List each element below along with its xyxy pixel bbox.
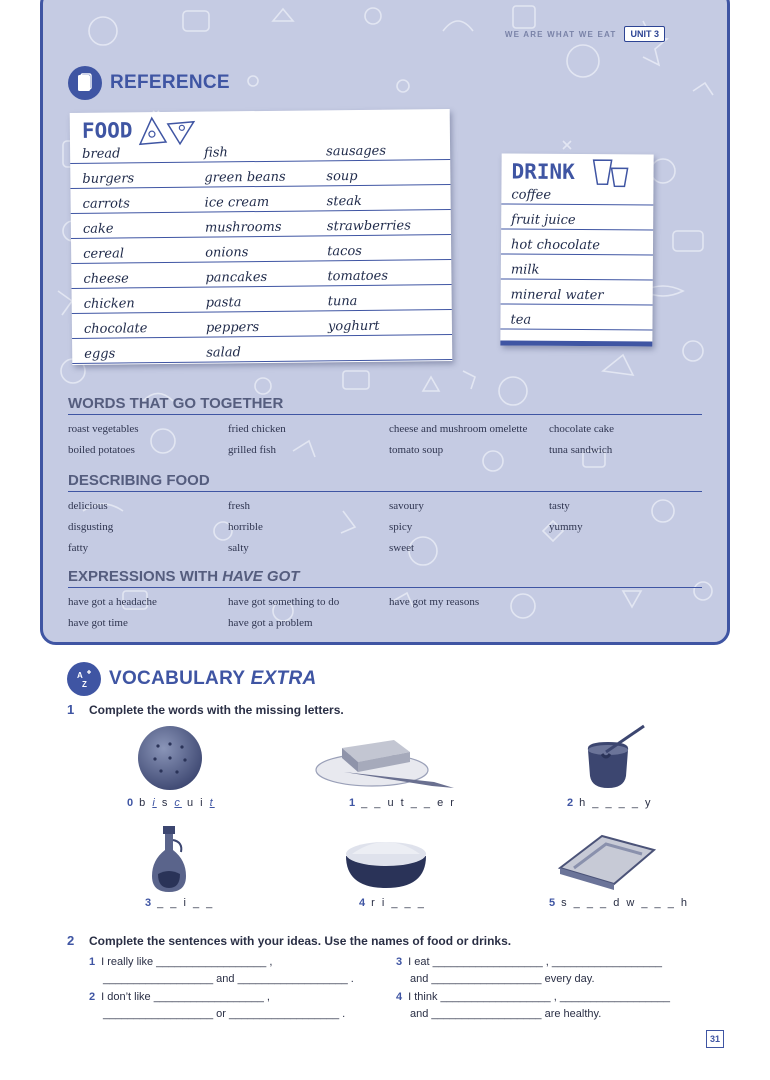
- food-word: tuna: [327, 293, 358, 310]
- sentence-4[interactable]: 4 I think __________________ , __________________: [396, 991, 670, 1003]
- collocation: fried chicken: [228, 423, 286, 435]
- collocation: boiled potatoes: [68, 444, 135, 456]
- running-title: WE ARE WHAT WE EAT: [504, 29, 617, 39]
- adjective: delicious: [68, 500, 108, 512]
- food-word: burgers: [82, 171, 135, 187]
- honey-image: [568, 722, 648, 794]
- food-word: yoghurt: [327, 318, 380, 335]
- unit-badge: UNIT 3: [624, 26, 665, 42]
- biscuit-image: [133, 724, 207, 792]
- food-card: [70, 109, 453, 365]
- exercise-1-number: 1: [67, 702, 75, 717]
- exercise-2-number: 2: [67, 933, 75, 948]
- drink-card-title: DRINK: [511, 159, 575, 184]
- food-word: pancakes: [205, 269, 268, 286]
- food-word: bread: [82, 146, 121, 162]
- sentence-2[interactable]: 2 I don’t like __________________ ,: [89, 991, 270, 1003]
- answer-2[interactable]: 2 h _ _ _ _ y: [567, 797, 653, 809]
- drink-card: [500, 153, 653, 346]
- collocation: grilled fish: [228, 444, 276, 456]
- drink-word: mineral water: [510, 287, 604, 304]
- expression: have got my reasons: [389, 596, 480, 608]
- drink-word: milk: [510, 262, 540, 278]
- food-word: cake: [82, 221, 114, 237]
- oil-bottle-image: [148, 824, 190, 894]
- food-word: sausages: [326, 143, 387, 160]
- svg-text:A: A: [77, 671, 83, 680]
- glasses-icon: [589, 156, 631, 188]
- adjective: fatty: [68, 542, 89, 554]
- food-word: chicken: [83, 296, 135, 312]
- reference-title: REFERENCE: [110, 72, 230, 93]
- food-word: strawberries: [326, 218, 411, 235]
- describing-food-section: [68, 472, 702, 558]
- food-word: eggs: [84, 346, 116, 362]
- sentence-3[interactable]: 3 I eat __________________ , __________________: [396, 956, 662, 968]
- sentence-4-line-2[interactable]: and __________________ are healthy.: [410, 1008, 602, 1020]
- sentence-1-line-2[interactable]: __________________ and __________________ .: [103, 973, 354, 985]
- exercise-2-instruction: Complete the sentences with your ideas. Use the names of food or drinks.: [89, 934, 512, 948]
- expression: have got something to do: [228, 596, 340, 608]
- unit-header: [505, 26, 665, 42]
- food-word: tacos: [327, 243, 363, 260]
- svg-text:Z: Z: [82, 680, 87, 689]
- expression: have got a headache: [68, 596, 157, 608]
- food-word: cereal: [83, 246, 125, 262]
- adjective: sweet: [389, 542, 415, 554]
- food-word: peppers: [205, 320, 260, 336]
- rice-image: [342, 836, 430, 890]
- collocation: tomato soup: [389, 444, 444, 456]
- reference-heading: [68, 66, 230, 100]
- answer-1[interactable]: 1 _ _ u t _ _ e r: [349, 797, 456, 809]
- answer-0: 0 b i s c u i t: [127, 797, 215, 809]
- adjective: horrible: [228, 521, 263, 533]
- drink-word: tea: [510, 312, 532, 328]
- food-word: chocolate: [83, 321, 148, 337]
- expression: have got time: [68, 617, 128, 629]
- vocab-extra-heading: [67, 662, 317, 696]
- food-word: salad: [206, 345, 241, 361]
- food-word: fish: [204, 145, 228, 161]
- vocab-extra-title: VOCABULARY EXTRA: [109, 668, 317, 689]
- collocation: cheese and mushroom omelette: [389, 423, 528, 435]
- sentence-2-line-2[interactable]: __________________ or __________________ .: [103, 1008, 346, 1020]
- food-word: onions: [205, 245, 249, 261]
- expressions-heading: EXPRESSIONS WITH HAVE GOT: [68, 568, 702, 588]
- exercise-1-instruction: Complete the words with the missing letters.: [89, 703, 344, 717]
- adjective: savoury: [389, 500, 424, 512]
- butter-image: [314, 726, 458, 796]
- food-word: soup: [326, 168, 358, 185]
- adjective: yummy: [549, 521, 583, 533]
- describing-food-heading: DESCRIBING FOOD: [68, 472, 702, 492]
- answer-4[interactable]: 4 r i _ _ _: [359, 897, 426, 909]
- drink-word: fruit juice: [511, 212, 576, 228]
- answer-3[interactable]: 3 _ _ i _ _: [145, 897, 215, 909]
- food-word: cheese: [83, 271, 129, 287]
- food-word: ice cream: [204, 194, 270, 211]
- drink-word: coffee: [511, 187, 552, 203]
- words-together-heading: WORDS THAT GO TOGETHER: [68, 395, 702, 415]
- expression: have got a problem: [228, 617, 313, 629]
- collocation: roast vegetables: [68, 423, 139, 435]
- food-word: green beans: [204, 169, 286, 186]
- adjective: fresh: [228, 500, 250, 512]
- food-word: carrots: [82, 196, 130, 212]
- sandwich-image: [554, 828, 658, 892]
- page-number: 31: [706, 1030, 724, 1048]
- collocation: tuna sandwich: [549, 444, 613, 456]
- food-word: mushrooms: [204, 219, 282, 236]
- drink-word: hot chocolate: [510, 237, 601, 254]
- food-word: tomatoes: [327, 268, 389, 285]
- adjective: spicy: [389, 521, 413, 533]
- collocation: chocolate cake: [549, 423, 615, 435]
- adjective: tasty: [549, 500, 570, 512]
- adjective: salty: [228, 542, 249, 554]
- words-together-section: [68, 395, 702, 459]
- sentence-3-line-2[interactable]: and __________________ every day.: [410, 973, 595, 985]
- book-icon: [68, 66, 102, 100]
- sentence-1[interactable]: 1 I really like __________________ ,: [89, 956, 273, 968]
- food-card-title: FOOD: [81, 118, 133, 143]
- answer-5[interactable]: 5 s _ _ _ d w _ _ _ h: [549, 897, 690, 909]
- expressions-section: [68, 568, 702, 632]
- food-word: pasta: [205, 295, 242, 311]
- dictionary-icon: [67, 662, 101, 696]
- adjective: disgusting: [68, 521, 114, 533]
- food-word: steak: [326, 193, 362, 210]
- pizza-icon: [136, 114, 198, 149]
